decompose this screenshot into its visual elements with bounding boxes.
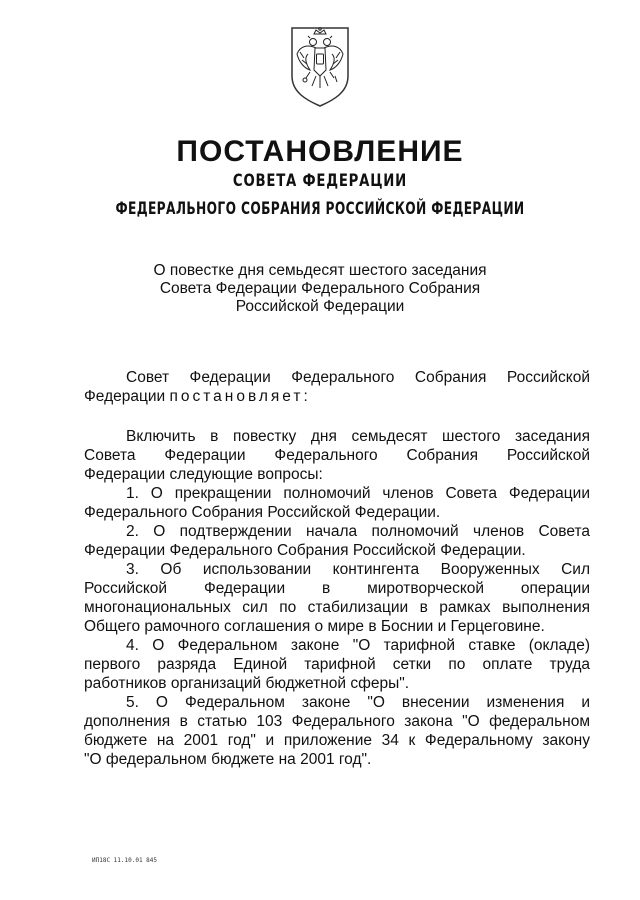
agenda-item-line: 1. О прекращении полномочий членов Совета Федерации (126, 485, 590, 502)
agenda-item-3 (84, 560, 590, 636)
agenda-item-5 (84, 693, 590, 769)
agenda-item-line: "О федеральном бюджете на 2001 год". (84, 751, 372, 768)
agenda-item-line: первого разряда Единой тарифной сетки по оплате труда (84, 656, 590, 673)
intro-paragraph (84, 368, 590, 406)
decision-line: Федерации следующие вопросы: (84, 466, 323, 483)
subject-line: О повестке дня семьдесят шестого заседания (153, 262, 487, 279)
agenda-item-line: 2. О подтверждении начала полномочий членов Совета (126, 523, 590, 540)
agenda-item-line: дополнения в статью 103 Федерального закона "О федеральном (84, 713, 590, 730)
document-subject (0, 262, 640, 316)
agenda-item-line: Федерации Федерального Собрания Российской Федерации. (84, 542, 526, 559)
subject-line: Российской Федерации (235, 298, 405, 315)
intro-line-start: Федерации (84, 388, 170, 405)
issuer-line-2: ФЕДЕРАЛЬНОГО СОБРАНИЯ РОССИЙСКОЙ ФЕДЕРАЦИИ (115, 199, 525, 219)
agenda-item-line: Российской Федерации в миротворческой операции (84, 580, 590, 597)
agenda-item-line: 4. О Федеральном законе "О тарифной ставке (окладе) (126, 637, 590, 654)
agenda-item-1 (84, 484, 590, 522)
agenda-item-2 (84, 522, 590, 560)
agenda-item-line: работников организаций бюджетной сферы". (84, 675, 410, 692)
agenda-item-line: многонациональных сил по стабилизации в рамках выполнения (84, 599, 590, 616)
agenda-item-line: Федерального Собрания Российской Федерации. (84, 504, 441, 521)
document-type-title: ПОСТАНОВЛЕНИЕ (176, 135, 464, 168)
agenda-item-4 (84, 636, 590, 693)
decision-line: Включить в повестку дня семьдесят шестого заседания (126, 428, 590, 445)
intro-line: Совет Федерации Федерального Собрания Российской (126, 369, 590, 386)
issuer-line-1: СОВЕТА ФЕДЕРАЦИИ (232, 171, 408, 191)
agenda-item-line: 5. О Федеральном законе "О внесении изменения и (126, 694, 590, 711)
intro-line (84, 387, 590, 406)
decision-line: Совета Федерации Федерального Собрания Российской (84, 447, 590, 464)
coat-of-arms-icon (288, 24, 352, 108)
agenda-item-line: 3. Об использовании контингента Вооруженных Сил (126, 561, 590, 578)
operative-word: постановляет: (169, 388, 311, 405)
footer-code: ИП18С 11.10.01 845 (92, 857, 158, 864)
subject-line: Совета Федерации Федерального Собрания (159, 280, 481, 297)
agenda-item-line: Общего рамочного соглашения о мире в Боснии и Герцеговине. (84, 618, 545, 635)
decision-paragraph (84, 427, 590, 484)
agenda-item-line: бюджете на 2001 год" и приложение 34 к Федеральному закону (84, 732, 590, 749)
